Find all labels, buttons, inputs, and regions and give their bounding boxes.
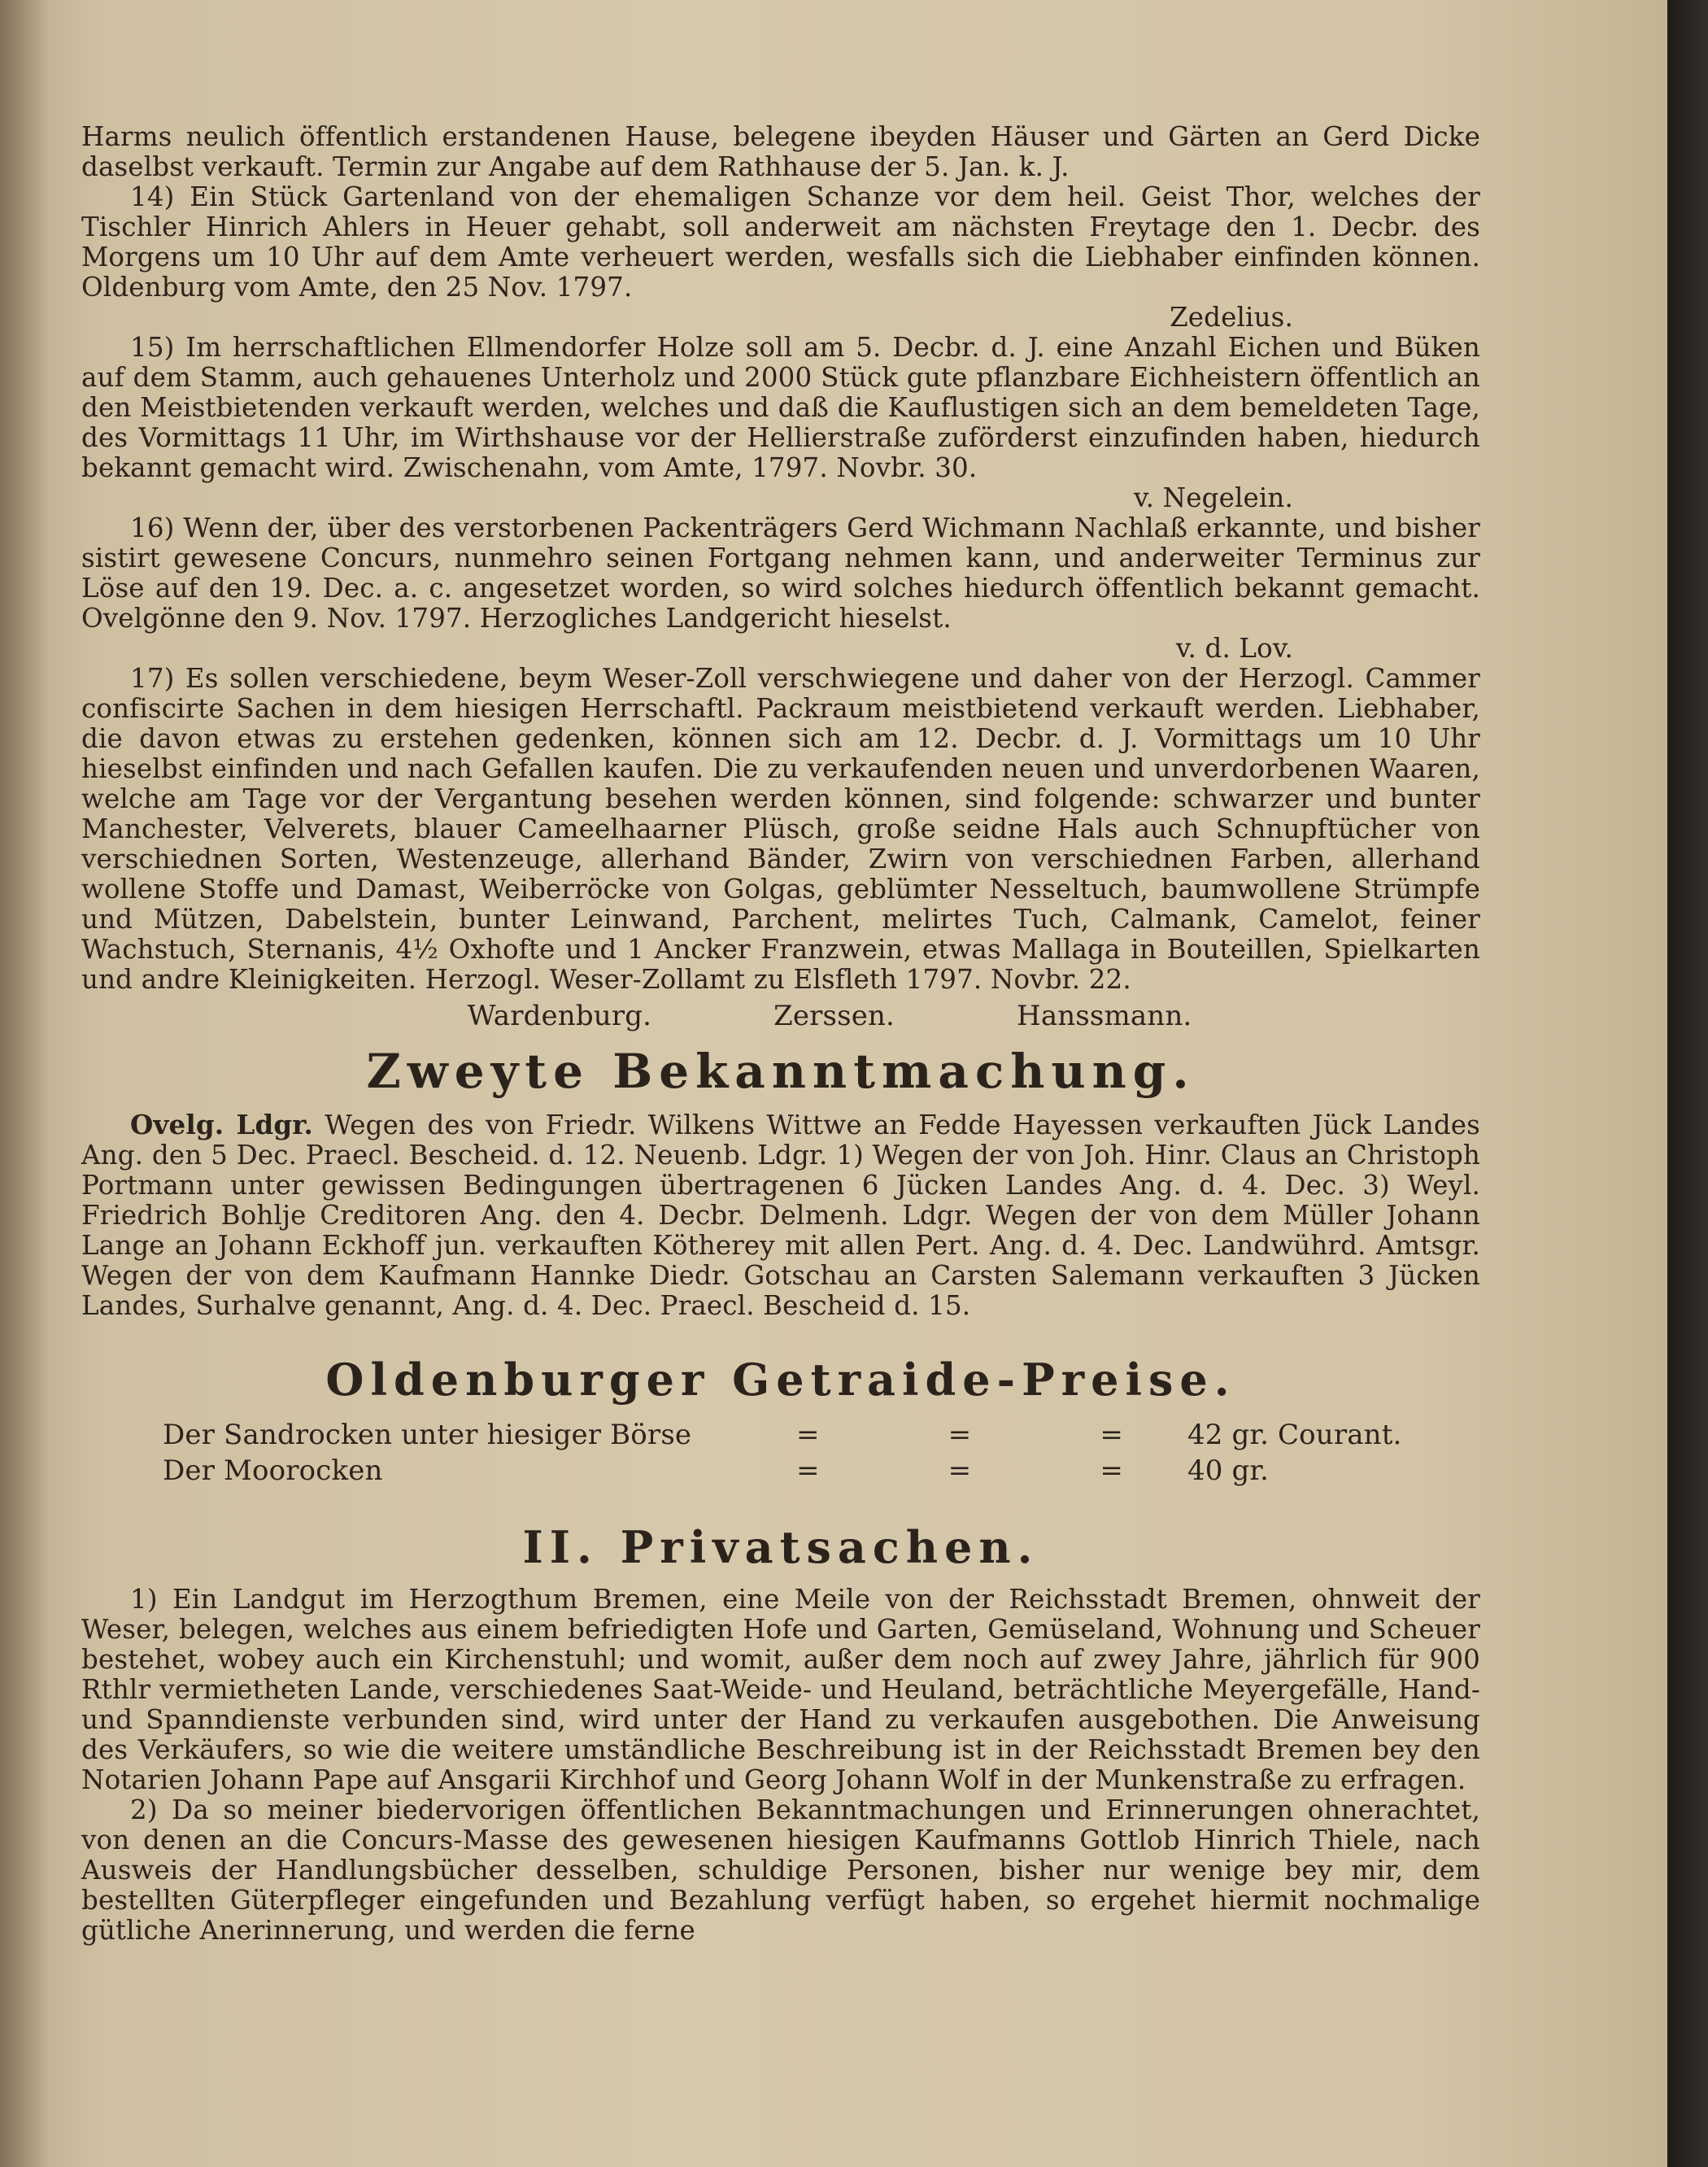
entry-16: 16) Wenn der, über des verstorbenen Packenträgers Gerd Wichmann Nachlaß erkannte, und bisher sistirt gewesene Concurs, nunmehro seinen Fortgang nehmen kann, und anderweiter Terminus zur Löse auf den 19. Dec. a. c. angesetzet worden, so wird solches hiedurch öffentlich bekannt gemacht. Ovelgönne den 9. Nov. 1797. Herzogliches Landgericht hieselst. (81, 512, 1480, 634)
zweyte-text: Wegen des von Friedr. Wilkens Wittwe an Fedde Hayessen verkauften Jück Landes Ang. den 5 Dec. Praecl. Bescheid. d. 12. Neuenb. Ldgr. 1) Wegen der von Joh. Hinr. Claus an Christoph Portmann unter gewissen Bedingungen übertragenen 6 Jücken Landes Ang. d. 4. Dec. 3) Weyl. Friedrich Bohlje Creditoren Ang. den 4. Decbr. Delmenh. Ldgr. Wegen der von dem Müller Johann Lange an Johann Eckhoff jun. verkauften Kötherey mit allen Pert. Ang. d. 4. Dec. Landwührd. Amtsgr. Wegen der von dem Kaufmann Hannke Diedr. Gotschau an Carsten Salemann verkauften 3 Jücken Landes, Surhalve genannt, Ang. d. 4. Dec. Praecl. Bescheid d. 15. (81, 1110, 1480, 1321)
entry-14: 14) Ein Stück Gartenland von der ehemaligen Schanze vor dem heil. Geist Thor, welches der Tischler Hinrich Ahlers in Heuer gehabt, soll anderweit am nächsten Freytage den 1. Decbr. des Morgens um 10 Uhr auf dem Amte verheuert werden, wesfalls sich die Liebhaber einfinden können. Oldenburg vom Amte, den 25 Nov. 1797. (81, 181, 1480, 303)
price-mark: = (1100, 1419, 1123, 1451)
price-marks (732, 1453, 1187, 1489)
entry-17: 17) Es sollen verschiedene, beym Weser-Zoll verschwiegene und daher von der Herzogl. Cammer confiscirte Sachen in dem hiesigen Herrschaftl. Packraum meistbietend verkauft werden. Liebhaber, die davon etwas zu erstehen gedenken, können sich am 12. Decbr. d. J. Vormittags um 10 Uhr hieselbst einfinden und nach Gefallen kaufen. Die zu verkaufenden neuen und unverdorbenen Waaren, welche am Tage vor der Vergantung besehen werden können, sind folgende: schwarzer und bunter Manchester, Velverets, blauer Cameelhaarner Plüsch, große seidne Hals auch Schnupftücher von verschiednen Sorten, Westenzeuge, allerhand Bänder, Zwirn von verschiednen Farben, allerhand wollene Stoffe und Damast, Weiberröcke von Golgas, geblümter Nesseltuch, baumwollene Strümpfe und Mützen, Dabelstein, bunter Leinwand, Parchent, melirtes Tuch, Calmank, Camelot, feiner Wachstuch, Sternanis, 4½ Oxhofte und 1 Ancker Franzwein, etwas Mallaga in Bouteillen, Spielkarten und andre Kleinigkeiten. Herzogl. Weser-Zollamt zu Elsfleth 1797. Novbr. 22. (81, 663, 1480, 995)
zweyte-lead: Ovelg. Ldgr. (130, 1109, 314, 1140)
entry-14-signature: Zedelius. (1170, 302, 1293, 333)
price-mark: = (948, 1419, 972, 1451)
private-entry-1: 1) Ein Landgut im Herzogthum Bremen, eine Meile von der Reichsstadt Bremen, ohnweit der Weser, belegen, welches aus einem befriedigten Hofe und Garten, Gemüseland, Wohnung und Scheuer bestehet, wobey auch ein Kirchenstuhl; und womit, außer dem noch auf zwey Jahre, jährlich für 900 Rthlr vermietheten Lande, verschiedenes Saat-Weide- und Heuland, beträchtliche Meyergefälle, Hand- und Spanndienste verbunden sind, wird unter der Hand zu verkaufen ausgebothen. Die Anweisung des Verkäufers, so wie die weitere umständliche Beschreibung ist in der Reichsstadt Bremen bey den Notarien Johann Pape auf Ansgarii Kirchhof und Georg Johann Wolf in der Munkenstraße zu erfragen. (81, 1584, 1480, 1795)
price-mark: = (948, 1454, 972, 1487)
entry-15-signature: v. Negelein. (1134, 482, 1293, 513)
page-edge (1667, 0, 1708, 2167)
signer-wardenburg: Wardenburg. (467, 1000, 652, 1032)
price-mark: = (796, 1419, 820, 1451)
price-mark: = (1100, 1454, 1123, 1487)
entry-13-continuation: Harms neulich öffentlich erstandenen Hause, belegene ibeyden Häuser und Gärten an Gerd Dicke daselbst verkauft. Termin zur Angabe auf dem Rathhause der 5. Jan. k. J. (81, 121, 1480, 182)
price-mark: = (796, 1454, 820, 1487)
entry-17-signatures (179, 1001, 1480, 1031)
zweyte-body (81, 1110, 1480, 1321)
price-table (163, 1417, 1480, 1489)
price-value: 42 gr. Courant. (1187, 1419, 1402, 1451)
binding-shadow (0, 0, 49, 2167)
signer-zerssen: Zerssen. (773, 1000, 895, 1032)
price-marks (732, 1417, 1187, 1453)
page-content (81, 122, 1480, 1946)
zweyte-heading: Zweyte Bekanntmachung. (366, 1044, 1196, 1099)
private-entry-2: 2) Da so meiner biedervorigen öffentlichen Bekanntmachungen und Erinnerungen ohnerachtet, von denen an die Concurs-Masse des gewesenen hiesigen Kaufmanns Gottlob Hinrich Thiele, nach Ausweis der Handlungsbücher desselben, schuldige Personen, bisher nur wenige bey mir, dem bestellten Güterpfleger eingefunden und Bezahlung verfügt haben, so ergehet hiermit nochmalige gütliche Anerinnerung, und werden die ferne (81, 1794, 1480, 1946)
prices-heading: Oldenburger Getraide-Preise. (325, 1354, 1236, 1406)
privatsachen-heading: II. Privatsachen. (522, 1521, 1039, 1573)
entry-16-signature: v. d. Lov. (1175, 633, 1293, 664)
price-value: 40 gr. (1187, 1454, 1270, 1487)
signer-hanssmann: Hanssmann. (1017, 1000, 1192, 1032)
price-row (163, 1417, 1480, 1453)
price-label: Der Sandrocken unter hiesiger Börse (163, 1419, 692, 1451)
price-label: Der Moorocken (163, 1454, 383, 1487)
entry-15: 15) Im herrschaftlichen Ellmendorfer Holze soll am 5. Decbr. d. J. eine Anzahl Eichen und Büken auf dem Stamm, auch gehauenes Unterholz und 2000 Stück gute pflanzbare Eichheistern öffentlich an den Meistbietenden verkauft werden, welches und daß die Kauflustigen sich an dem bemeldeten Tage, des Vormittags 11 Uhr, im Wirthshause vor der Hellierstraße zuförderst einzufinden haben, hiedurch bekannt gemacht wird. Zwischenahn, vom Amte, 1797. Novbr. 30. (81, 332, 1480, 483)
price-row (163, 1453, 1480, 1489)
